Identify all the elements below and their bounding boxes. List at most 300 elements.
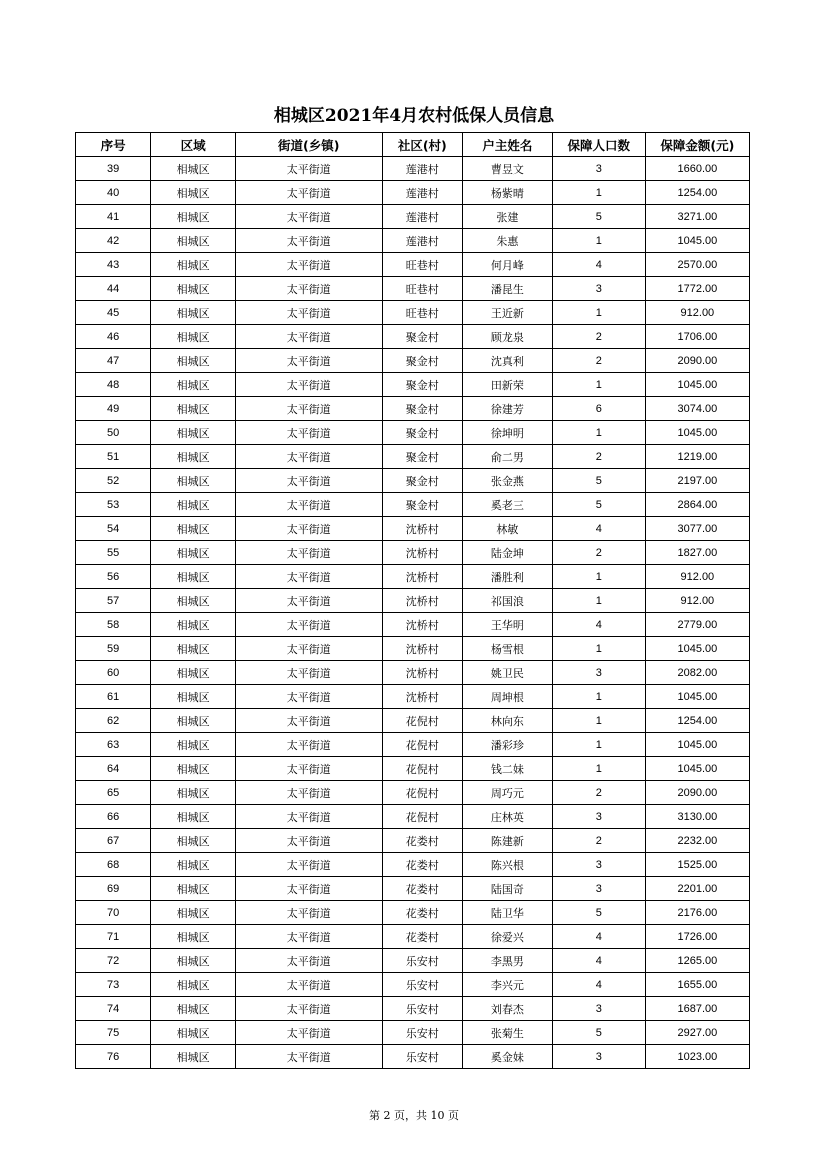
table-row: [76, 901, 750, 925]
cell-population: 2: [552, 829, 645, 853]
cell-serial: 39: [76, 157, 151, 181]
cell-population: 3: [552, 853, 645, 877]
cell-population: 2: [552, 781, 645, 805]
cell-householder: 张建: [463, 205, 553, 229]
cell-street: 太平街道: [235, 1045, 382, 1069]
cell-community: 花倪村: [382, 805, 463, 829]
cell-amount: 1687.00: [645, 997, 749, 1021]
cell-serial: 59: [76, 637, 151, 661]
cell-community: 聚金村: [382, 445, 463, 469]
cell-serial: 49: [76, 397, 151, 421]
cell-district: 相城区: [151, 445, 236, 469]
cell-amount: 1219.00: [645, 445, 749, 469]
cell-district: 相城区: [151, 997, 236, 1021]
cell-community: 沈桥村: [382, 565, 463, 589]
cell-householder: 周巧元: [463, 781, 553, 805]
cell-district: 相城区: [151, 565, 236, 589]
cell-serial: 68: [76, 853, 151, 877]
cell-serial: 61: [76, 685, 151, 709]
cell-community: 聚金村: [382, 397, 463, 421]
cell-community: 沈桥村: [382, 541, 463, 565]
cell-street: 太平街道: [235, 949, 382, 973]
cell-district: 相城区: [151, 397, 236, 421]
cell-householder: 李黑男: [463, 949, 553, 973]
cell-population: 3: [552, 661, 645, 685]
cell-serial: 47: [76, 349, 151, 373]
cell-community: 花娄村: [382, 877, 463, 901]
header-serial: 序号: [76, 133, 151, 157]
cell-amount: 2082.00: [645, 661, 749, 685]
cell-population: 5: [552, 1021, 645, 1045]
cell-amount: 912.00: [645, 589, 749, 613]
cell-householder: 张菊生: [463, 1021, 553, 1045]
cell-serial: 53: [76, 493, 151, 517]
cell-amount: 3074.00: [645, 397, 749, 421]
table-row: [76, 637, 750, 661]
cell-district: 相城区: [151, 325, 236, 349]
cell-amount: 1254.00: [645, 709, 749, 733]
cell-street: 太平街道: [235, 853, 382, 877]
cell-serial: 58: [76, 613, 151, 637]
table-row: [76, 1045, 750, 1069]
cell-householder: 陈兴根: [463, 853, 553, 877]
cell-householder: 刘春杰: [463, 997, 553, 1021]
cell-street: 太平街道: [235, 829, 382, 853]
table-row: [76, 1021, 750, 1045]
cell-amount: 1045.00: [645, 757, 749, 781]
cell-community: 旺巷村: [382, 253, 463, 277]
cell-district: 相城区: [151, 925, 236, 949]
cell-householder: 陈建新: [463, 829, 553, 853]
cell-street: 太平街道: [235, 757, 382, 781]
cell-population: 2: [552, 541, 645, 565]
cell-district: 相城区: [151, 877, 236, 901]
cell-amount: 1827.00: [645, 541, 749, 565]
cell-serial: 75: [76, 1021, 151, 1045]
cell-community: 莲港村: [382, 229, 463, 253]
cell-street: 太平街道: [235, 541, 382, 565]
cell-district: 相城区: [151, 469, 236, 493]
cell-street: 太平街道: [235, 1021, 382, 1045]
cell-amount: 1045.00: [645, 421, 749, 445]
cell-district: 相城区: [151, 733, 236, 757]
table-row: [76, 469, 750, 493]
cell-serial: 41: [76, 205, 151, 229]
cell-street: 太平街道: [235, 301, 382, 325]
cell-serial: 76: [76, 1045, 151, 1069]
cell-amount: 2201.00: [645, 877, 749, 901]
cell-community: 沈桥村: [382, 637, 463, 661]
cell-community: 花倪村: [382, 709, 463, 733]
table-row: [76, 853, 750, 877]
cell-serial: 73: [76, 973, 151, 997]
table-row: [76, 421, 750, 445]
cell-street: 太平街道: [235, 925, 382, 949]
table-header-row: [76, 133, 750, 157]
cell-community: 花倪村: [382, 733, 463, 757]
cell-householder: 陆卫华: [463, 901, 553, 925]
cell-serial: 56: [76, 565, 151, 589]
cell-serial: 57: [76, 589, 151, 613]
cell-population: 1: [552, 757, 645, 781]
cell-community: 乐安村: [382, 997, 463, 1021]
cell-street: 太平街道: [235, 373, 382, 397]
cell-householder: 徐爱兴: [463, 925, 553, 949]
cell-district: 相城区: [151, 373, 236, 397]
cell-community: 花娄村: [382, 829, 463, 853]
cell-community: 沈桥村: [382, 517, 463, 541]
table-row: [76, 829, 750, 853]
cell-street: 太平街道: [235, 421, 382, 445]
cell-district: 相城区: [151, 853, 236, 877]
cell-community: 莲港村: [382, 157, 463, 181]
cell-district: 相城区: [151, 253, 236, 277]
cell-householder: 张金燕: [463, 469, 553, 493]
cell-community: 乐安村: [382, 1021, 463, 1045]
cell-serial: 48: [76, 373, 151, 397]
cell-community: 聚金村: [382, 469, 463, 493]
cell-serial: 70: [76, 901, 151, 925]
cell-serial: 55: [76, 541, 151, 565]
cell-householder: 庄林英: [463, 805, 553, 829]
cell-district: 相城区: [151, 973, 236, 997]
cell-community: 花娄村: [382, 901, 463, 925]
cell-population: 5: [552, 493, 645, 517]
cell-district: 相城区: [151, 805, 236, 829]
cell-serial: 66: [76, 805, 151, 829]
table-row: [76, 325, 750, 349]
cell-district: 相城区: [151, 277, 236, 301]
cell-district: 相城区: [151, 709, 236, 733]
table-row: [76, 757, 750, 781]
table-body: [76, 157, 750, 1069]
cell-district: 相城区: [151, 613, 236, 637]
cell-serial: 64: [76, 757, 151, 781]
cell-community: 聚金村: [382, 493, 463, 517]
cell-street: 太平街道: [235, 685, 382, 709]
cell-community: 聚金村: [382, 325, 463, 349]
cell-community: 旺巷村: [382, 277, 463, 301]
cell-street: 太平街道: [235, 877, 382, 901]
data-table: [75, 132, 750, 1069]
cell-population: 4: [552, 973, 645, 997]
cell-district: 相城区: [151, 181, 236, 205]
cell-serial: 74: [76, 997, 151, 1021]
cell-amount: 2090.00: [645, 349, 749, 373]
cell-street: 太平街道: [235, 661, 382, 685]
cell-street: 太平街道: [235, 445, 382, 469]
cell-serial: 43: [76, 253, 151, 277]
page-footer: 第 2 页，共 10 页: [369, 1109, 459, 1122]
cell-community: 旺巷村: [382, 301, 463, 325]
cell-district: 相城区: [151, 589, 236, 613]
cell-community: 聚金村: [382, 421, 463, 445]
table-row: [76, 445, 750, 469]
table-row: [76, 973, 750, 997]
cell-street: 太平街道: [235, 613, 382, 637]
cell-street: 太平街道: [235, 781, 382, 805]
cell-district: 相城区: [151, 901, 236, 925]
cell-householder: 林敏: [463, 517, 553, 541]
cell-street: 太平街道: [235, 565, 382, 589]
cell-householder: 王近新: [463, 301, 553, 325]
cell-amount: 3130.00: [645, 805, 749, 829]
header-householder: 户主姓名: [463, 133, 553, 157]
cell-district: 相城区: [151, 301, 236, 325]
cell-community: 花娄村: [382, 853, 463, 877]
cell-street: 太平街道: [235, 157, 382, 181]
cell-amount: 1660.00: [645, 157, 749, 181]
table-row: [76, 925, 750, 949]
cell-serial: 54: [76, 517, 151, 541]
cell-amount: 2197.00: [645, 469, 749, 493]
cell-amount: 2176.00: [645, 901, 749, 925]
cell-district: 相城区: [151, 229, 236, 253]
cell-householder: 陆金坤: [463, 541, 553, 565]
cell-population: 4: [552, 517, 645, 541]
cell-street: 太平街道: [235, 349, 382, 373]
cell-amount: 3271.00: [645, 205, 749, 229]
cell-householder: 曹昱文: [463, 157, 553, 181]
cell-serial: 50: [76, 421, 151, 445]
table-row: [76, 373, 750, 397]
cell-community: 乐安村: [382, 973, 463, 997]
table-row: [76, 253, 750, 277]
cell-householder: 顾龙泉: [463, 325, 553, 349]
cell-amount: 1045.00: [645, 733, 749, 757]
cell-amount: 1045.00: [645, 637, 749, 661]
cell-population: 2: [552, 325, 645, 349]
cell-amount: 1045.00: [645, 685, 749, 709]
cell-serial: 63: [76, 733, 151, 757]
cell-population: 5: [552, 469, 645, 493]
cell-street: 太平街道: [235, 253, 382, 277]
cell-population: 5: [552, 205, 645, 229]
cell-householder: 钱二妹: [463, 757, 553, 781]
cell-amount: 1023.00: [645, 1045, 749, 1069]
header-population: 保障人口数: [552, 133, 645, 157]
cell-amount: 1265.00: [645, 949, 749, 973]
table-row: [76, 613, 750, 637]
cell-serial: 65: [76, 781, 151, 805]
cell-community: 莲港村: [382, 205, 463, 229]
cell-householder: 杨紫晴: [463, 181, 553, 205]
table-row: [76, 781, 750, 805]
cell-amount: 2232.00: [645, 829, 749, 853]
table-row: [76, 181, 750, 205]
cell-district: 相城区: [151, 829, 236, 853]
cell-community: 沈桥村: [382, 685, 463, 709]
cell-serial: 71: [76, 925, 151, 949]
cell-householder: 奚金妹: [463, 1045, 553, 1069]
cell-householder: 朱惠: [463, 229, 553, 253]
cell-street: 太平街道: [235, 733, 382, 757]
cell-population: 4: [552, 253, 645, 277]
cell-householder: 王华明: [463, 613, 553, 637]
cell-population: 1: [552, 709, 645, 733]
cell-district: 相城区: [151, 205, 236, 229]
cell-amount: 1525.00: [645, 853, 749, 877]
cell-community: 聚金村: [382, 349, 463, 373]
cell-street: 太平街道: [235, 277, 382, 301]
cell-street: 太平街道: [235, 397, 382, 421]
table-row: [76, 517, 750, 541]
cell-serial: 51: [76, 445, 151, 469]
cell-district: 相城区: [151, 493, 236, 517]
cell-amount: 2927.00: [645, 1021, 749, 1045]
cell-district: 相城区: [151, 949, 236, 973]
cell-district: 相城区: [151, 637, 236, 661]
table-row: [76, 205, 750, 229]
cell-community: 莲港村: [382, 181, 463, 205]
cell-district: 相城区: [151, 541, 236, 565]
cell-district: 相城区: [151, 157, 236, 181]
header-district: 区域: [151, 133, 236, 157]
cell-population: 1: [552, 565, 645, 589]
cell-street: 太平街道: [235, 469, 382, 493]
cell-district: 相城区: [151, 685, 236, 709]
cell-community: 花娄村: [382, 925, 463, 949]
cell-householder: 林向东: [463, 709, 553, 733]
table-row: [76, 661, 750, 685]
cell-community: 乐安村: [382, 1045, 463, 1069]
header-community: 社区(村): [382, 133, 463, 157]
cell-street: 太平街道: [235, 493, 382, 517]
cell-population: 1: [552, 301, 645, 325]
cell-householder: 杨雪根: [463, 637, 553, 661]
cell-street: 太平街道: [235, 325, 382, 349]
cell-population: 6: [552, 397, 645, 421]
cell-amount: 2864.00: [645, 493, 749, 517]
cell-amount: 1655.00: [645, 973, 749, 997]
cell-population: 1: [552, 589, 645, 613]
cell-population: 1: [552, 685, 645, 709]
cell-householder: 潘昆生: [463, 277, 553, 301]
cell-street: 太平街道: [235, 997, 382, 1021]
cell-population: 3: [552, 1045, 645, 1069]
cell-householder: 姚卫民: [463, 661, 553, 685]
cell-serial: 40: [76, 181, 151, 205]
cell-district: 相城区: [151, 517, 236, 541]
table-row: [76, 493, 750, 517]
cell-district: 相城区: [151, 1021, 236, 1045]
cell-community: 花倪村: [382, 757, 463, 781]
cell-householder: 陆国奇: [463, 877, 553, 901]
table-row: [76, 301, 750, 325]
cell-householder: 奚老三: [463, 493, 553, 517]
cell-population: 5: [552, 901, 645, 925]
cell-street: 太平街道: [235, 901, 382, 925]
cell-serial: 60: [76, 661, 151, 685]
table-row: [76, 949, 750, 973]
table-row: [76, 805, 750, 829]
cell-serial: 69: [76, 877, 151, 901]
table-row: [76, 997, 750, 1021]
cell-street: 太平街道: [235, 709, 382, 733]
cell-amount: 912.00: [645, 301, 749, 325]
cell-population: 3: [552, 877, 645, 901]
cell-householder: 周坤根: [463, 685, 553, 709]
cell-amount: 2779.00: [645, 613, 749, 637]
table-row: [76, 157, 750, 181]
cell-householder: 潘彩珍: [463, 733, 553, 757]
table-row: [76, 349, 750, 373]
cell-community: 乐安村: [382, 949, 463, 973]
cell-population: 1: [552, 637, 645, 661]
cell-district: 相城区: [151, 661, 236, 685]
cell-amount: 1726.00: [645, 925, 749, 949]
table-row: [76, 229, 750, 253]
cell-amount: 1045.00: [645, 373, 749, 397]
cell-street: 太平街道: [235, 229, 382, 253]
cell-population: 4: [552, 949, 645, 973]
cell-community: 聚金村: [382, 373, 463, 397]
header-amount: 保障金额(元): [645, 133, 749, 157]
cell-amount: 2090.00: [645, 781, 749, 805]
cell-serial: 46: [76, 325, 151, 349]
cell-population: 4: [552, 613, 645, 637]
cell-householder: 沈真利: [463, 349, 553, 373]
table-row: [76, 685, 750, 709]
cell-householder: 李兴元: [463, 973, 553, 997]
cell-population: 3: [552, 997, 645, 1021]
cell-serial: 45: [76, 301, 151, 325]
cell-district: 相城区: [151, 1045, 236, 1069]
cell-amount: 1045.00: [645, 229, 749, 253]
cell-population: 3: [552, 805, 645, 829]
cell-amount: 912.00: [645, 565, 749, 589]
cell-householder: 俞二男: [463, 445, 553, 469]
cell-community: 沈桥村: [382, 589, 463, 613]
cell-amount: 1254.00: [645, 181, 749, 205]
cell-population: 3: [552, 157, 645, 181]
cell-street: 太平街道: [235, 805, 382, 829]
cell-householder: 潘胜利: [463, 565, 553, 589]
cell-population: 1: [552, 181, 645, 205]
cell-community: 沈桥村: [382, 661, 463, 685]
cell-street: 太平街道: [235, 517, 382, 541]
cell-population: 4: [552, 925, 645, 949]
cell-serial: 67: [76, 829, 151, 853]
cell-district: 相城区: [151, 349, 236, 373]
cell-serial: 42: [76, 229, 151, 253]
cell-amount: 1772.00: [645, 277, 749, 301]
cell-district: 相城区: [151, 757, 236, 781]
header-street: 街道(乡镇): [235, 133, 382, 157]
cell-householder: 祁国浪: [463, 589, 553, 613]
cell-population: 1: [552, 421, 645, 445]
cell-street: 太平街道: [235, 589, 382, 613]
table-row: [76, 589, 750, 613]
cell-serial: 62: [76, 709, 151, 733]
cell-street: 太平街道: [235, 205, 382, 229]
cell-population: 2: [552, 445, 645, 469]
cell-street: 太平街道: [235, 181, 382, 205]
cell-amount: 1706.00: [645, 325, 749, 349]
cell-street: 太平街道: [235, 973, 382, 997]
cell-street: 太平街道: [235, 637, 382, 661]
cell-population: 3: [552, 277, 645, 301]
cell-district: 相城区: [151, 421, 236, 445]
cell-serial: 52: [76, 469, 151, 493]
cell-serial: 44: [76, 277, 151, 301]
cell-householder: 徐坤明: [463, 421, 553, 445]
cell-population: 1: [552, 733, 645, 757]
cell-community: 沈桥村: [382, 613, 463, 637]
cell-population: 1: [552, 373, 645, 397]
table-row: [76, 877, 750, 901]
table-row: [76, 565, 750, 589]
